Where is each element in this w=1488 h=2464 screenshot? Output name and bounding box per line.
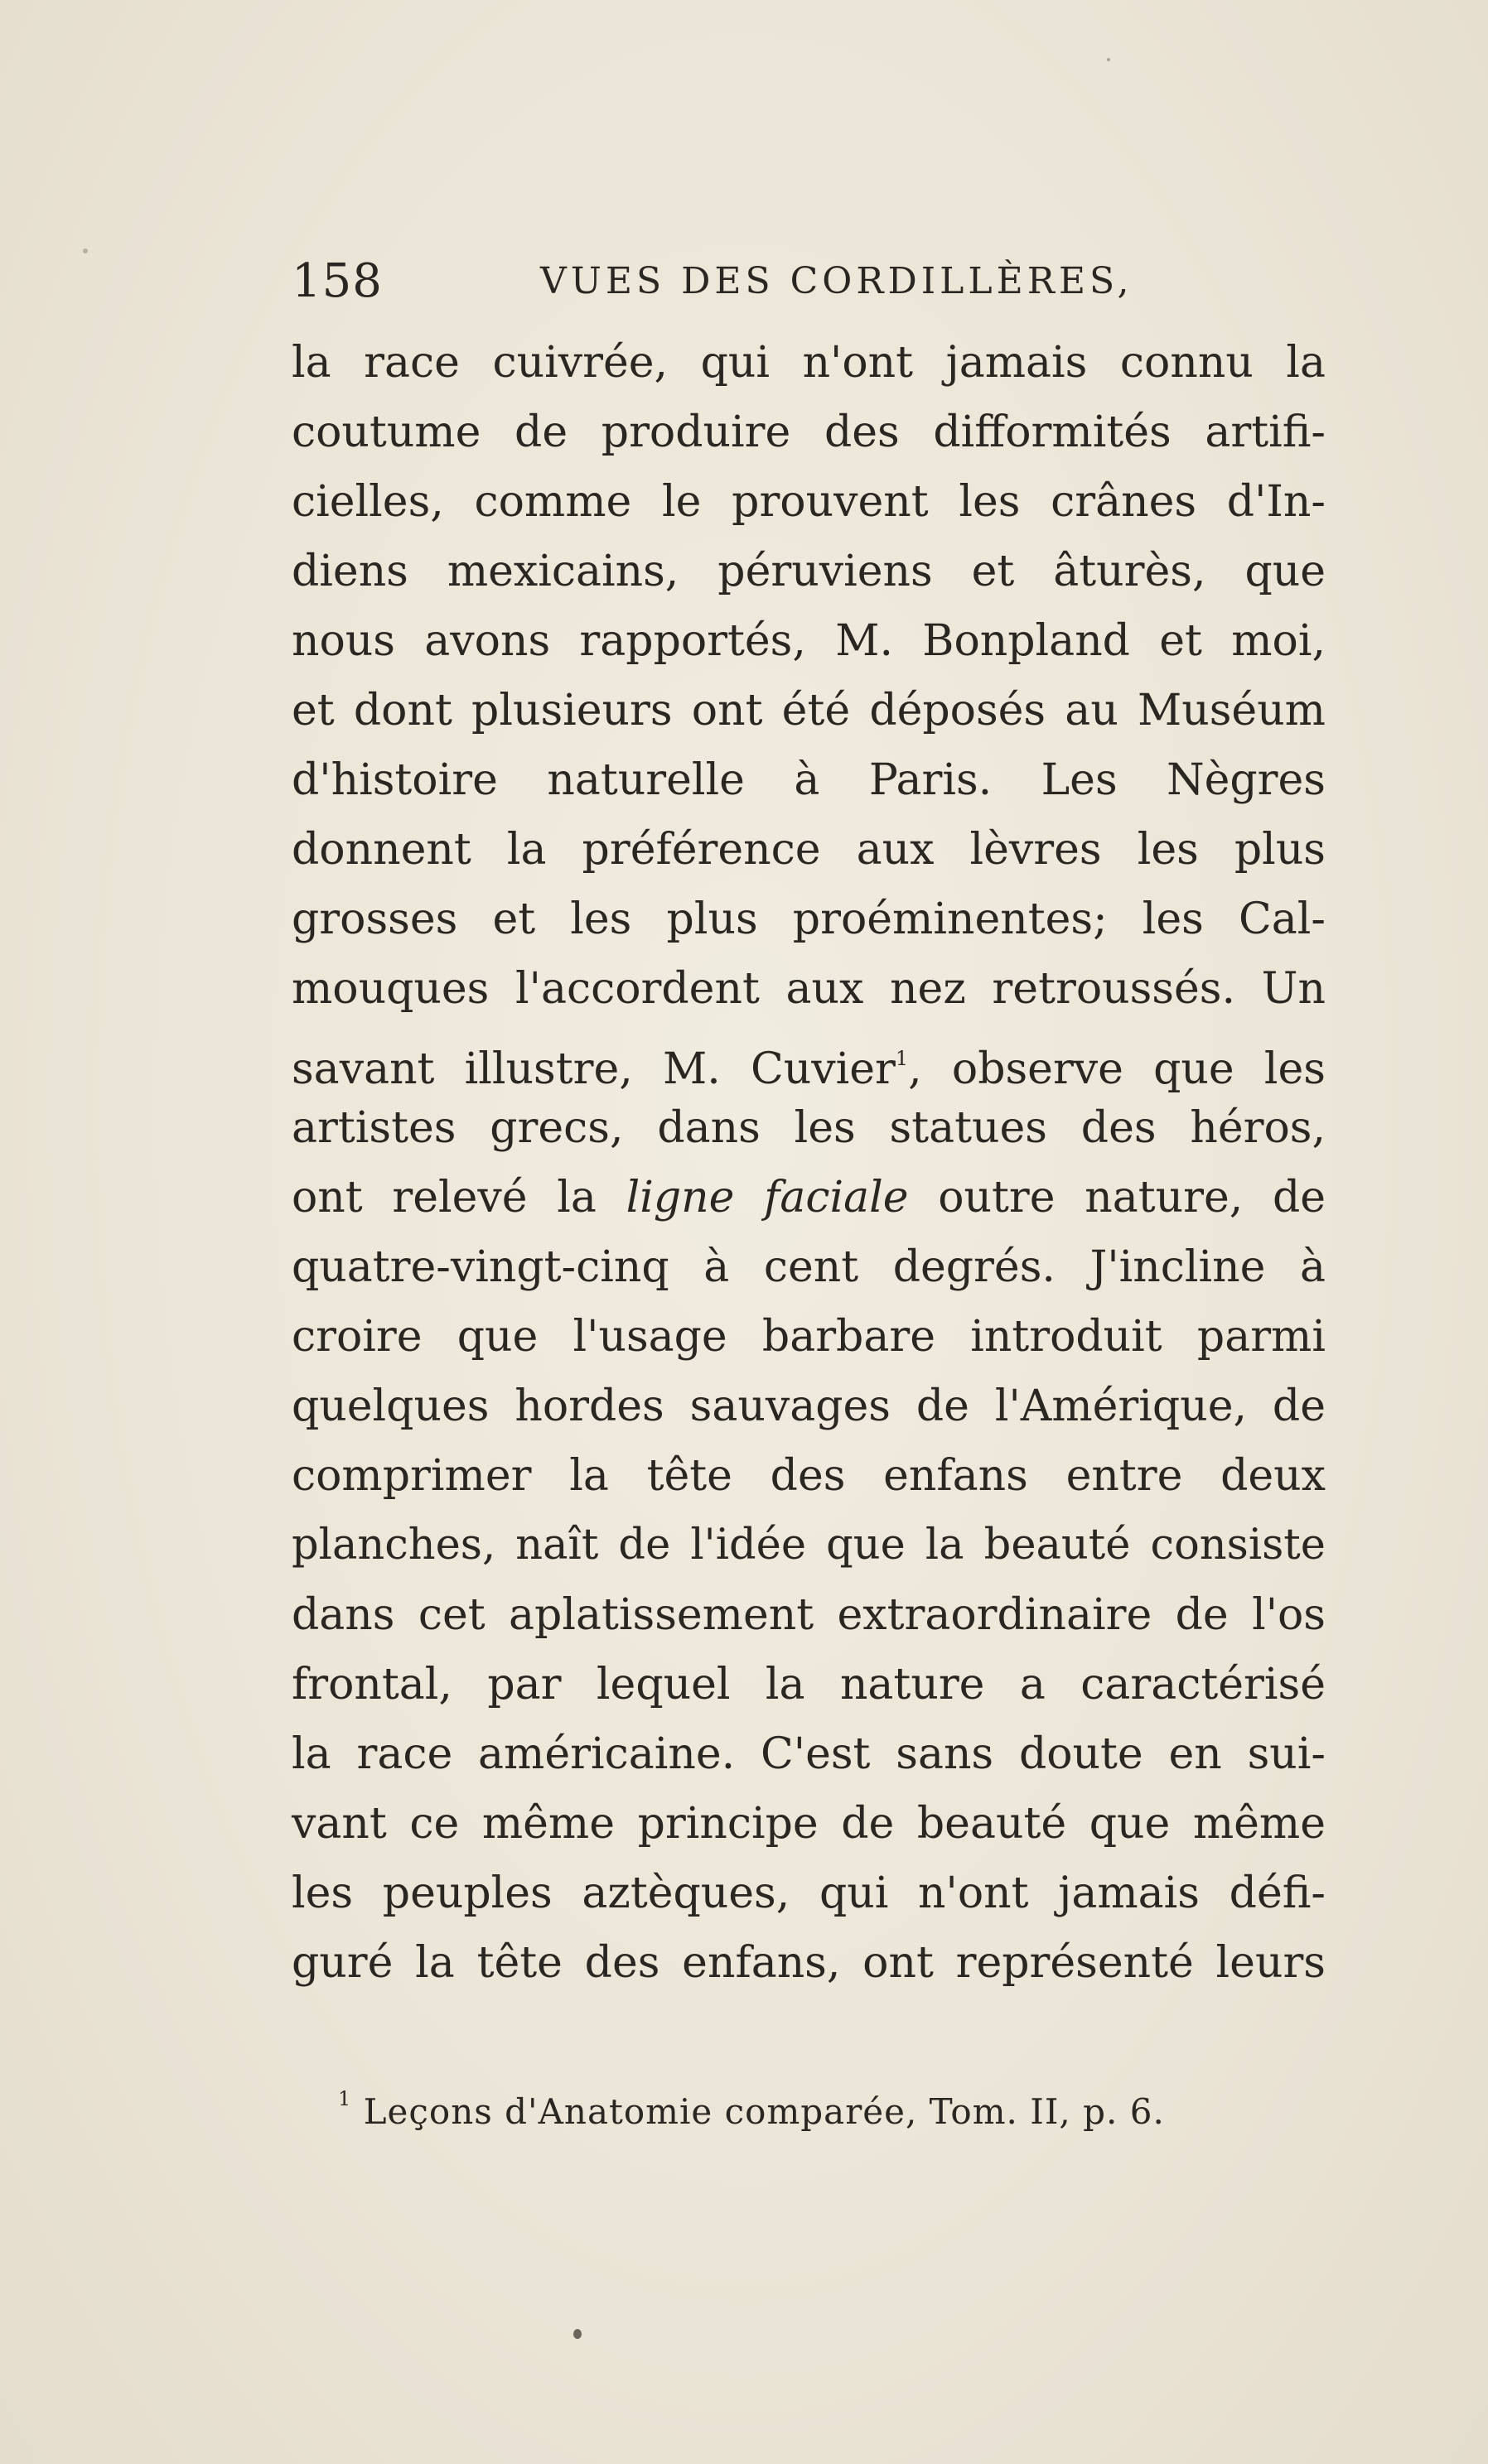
text-line: d'histoire naturelle à Paris. Les Nègres <box>292 755 1326 805</box>
text-line-part: , observe que les <box>908 1044 1326 1094</box>
text-line-part: savant illustre, M. Cuvier <box>292 1044 896 1094</box>
text-line: les peuples aztèques, qui n'ont jamais défi- <box>292 1868 1326 1918</box>
text-line: nous avons rapportés, M. Bonpland et moi, <box>292 616 1326 666</box>
italic-term: ligne faciale <box>626 1173 909 1222</box>
paper-speck <box>573 2329 582 2339</box>
text-line: mouques l'accordent aux nez retroussés. Un <box>292 964 1326 1014</box>
text-line: grosses et les plus proéminentes; les Cal- <box>292 894 1326 944</box>
text-line: artistes grecs, dans les statues des héros, <box>292 1103 1326 1153</box>
footnote <box>338 2066 1332 2145</box>
text-line: vant ce même principe de beauté que même <box>292 1799 1326 1849</box>
text-line-part: ont relevé la <box>292 1173 597 1222</box>
footnote-reference: 1 <box>895 1047 909 1070</box>
text-line: la race américaine. C'est sans doute en sui- <box>292 1729 1326 1779</box>
text-line: la race cuivrée, qui n'ont jamais connu la <box>292 338 1326 388</box>
page-number: 158 <box>292 254 383 308</box>
running-head: VUES DES CORDILLÈRES, <box>540 260 1133 302</box>
text-line: diens mexicains, péruviens et âturès, que <box>292 547 1326 596</box>
text-line: et dont plusieurs ont été déposés au Muséum <box>292 686 1326 735</box>
paper-speck <box>83 248 88 253</box>
page-header <box>292 248 1326 315</box>
text-line: comprimer la tête des enfans entre deux <box>292 1451 1326 1501</box>
text-line: frontal, par lequel la nature a caractérisé <box>292 1660 1326 1709</box>
text-line <box>292 1024 1326 1093</box>
text-line: cielles, comme le prouvent les crânes d'In- <box>292 477 1326 527</box>
text-line: coutume de produire des difformités artifi- <box>292 407 1326 457</box>
footnote-text: Leçons d'Anatomie comparée, Tom. II, p. 6. <box>363 2091 1165 2132</box>
text-line: quatre-vingt-cinq à cent degrés. J'incline à <box>292 1242 1326 1292</box>
text-line-part: outre nature, de <box>938 1173 1326 1222</box>
footnote-marker: 1 <box>338 2087 352 2110</box>
text-line: guré la tête des enfans, ont représenté leurs <box>292 1938 1326 1988</box>
text-line: planches, naît de l'idée que la beauté consiste <box>292 1521 1326 1570</box>
text-line <box>292 1163 1326 1232</box>
text-line: donnent la préférence aux lèvres les plus <box>292 825 1326 875</box>
paper-speck <box>1107 58 1110 61</box>
text-line: quelques hordes sauvages de l'Amérique, de <box>292 1381 1326 1431</box>
text-line: dans cet aplatissement extraordinaire de l'os <box>292 1590 1326 1640</box>
body-text <box>292 328 1326 1998</box>
text-line: croire que l'usage barbare introduit parmi <box>292 1312 1326 1362</box>
